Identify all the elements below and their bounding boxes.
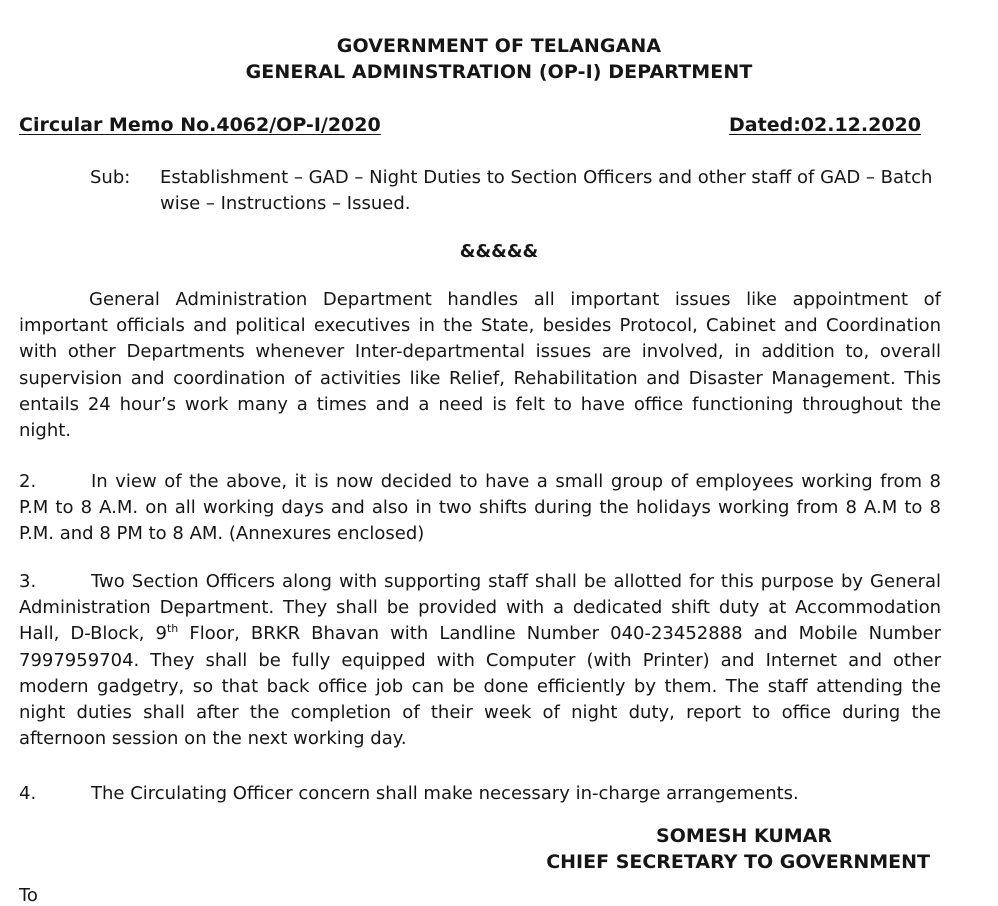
paragraph-4 [19, 781, 941, 807]
signatory-title: CHIEF SECRETARY TO GOVERNMENT [546, 851, 930, 873]
addressee-heading: To [19, 885, 38, 906]
signatory-name: SOMESH KUMAR [656, 825, 832, 847]
memo-row [19, 114, 921, 140]
subject-text: Establishment – GAD – Night Duties to Section Officers and other staff of GAD – Batch wise – Instructions – Issued. [160, 167, 933, 214]
paragraph-3-superscript: th [166, 622, 179, 636]
paragraph-2-number: 2. [19, 471, 37, 492]
paragraph-3-text-b: Floor, BRKR Bhavan with Landline Number 040-23452888 and Mobile Number 7997959704. They shall be fully equipped with Computer (with Printer) and Internet and other modern gadgetry, so that back office job can be done efficiently by them. The staff attending the night duties shall after the completion of their week of night duty, report to office during the afternoon session on the next working day. [19, 623, 941, 750]
memo-date: Dated:02.12.2020 [729, 114, 921, 136]
paragraph-4-text: The Circulating Officer concern shall make necessary in-charge arrangements. [91, 783, 799, 804]
paragraph-3-number: 3. [19, 571, 37, 592]
header-government: GOVERNMENT OF TELANGANA [336, 35, 662, 57]
memo-number: Circular Memo No.4062/OP-I/2020 [19, 114, 381, 136]
paragraph-2 [19, 469, 941, 548]
subject-label: Sub: [90, 167, 131, 188]
separator: &&&&& [459, 241, 539, 262]
paragraph-3 [19, 569, 941, 752]
paragraph-2-text: In view of the above, it is now decided to have a small group of employees working from 8 P.M to 8 A.M. on all working days and also in two shifts during the holidays working from 8 A.M to 8 P.M. and 8 PM to 8 AM. (Annexures enclosed) [19, 471, 941, 545]
paragraph-1: General Administration Department handles all important issues like appointment of important officials and political executives in the State, besides Protocol, Cabinet and Coordination with other Departments whenever Inter-departmental issues are involved, in addition to, overall supervision and coordination of activities like Relief, Rehabilitation and Disaster Management. This entails 24 hour’s work many a times and a need is felt to have office functioning throughout the night. [19, 289, 941, 442]
paragraph-4-number: 4. [19, 783, 37, 804]
paragraph-3-text-a: Two Section Officers along with supporting staff shall be allotted for this purpose by General Administration Department. They shall be provided with a dedicated shift duty at Accommodation Hall, D-Block, 9 [19, 571, 941, 645]
header-department: GENERAL ADMINSTRATION (OP-I) DEPARTMENT [245, 61, 753, 83]
